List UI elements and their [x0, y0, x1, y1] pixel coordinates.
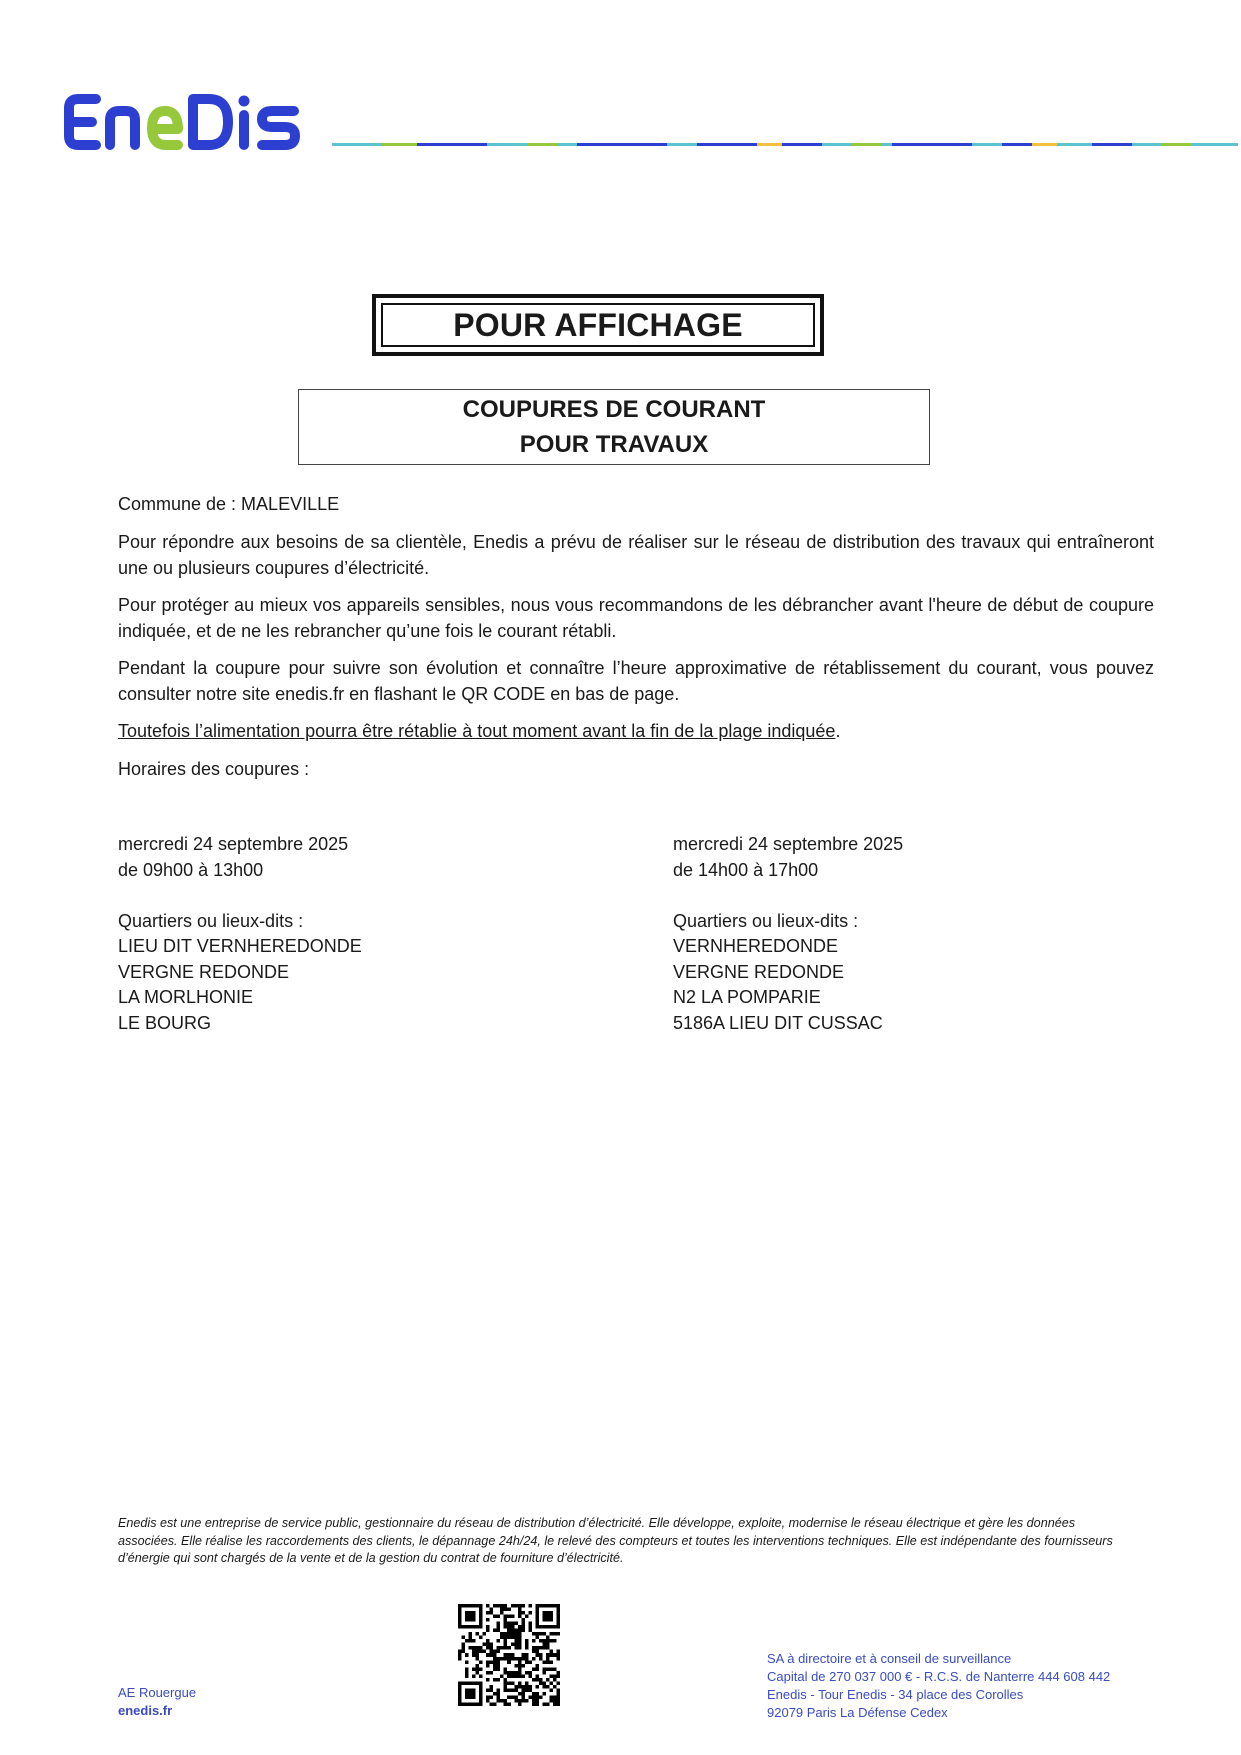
places-label: Quartiers ou lieux-dits :: [118, 910, 304, 931]
place-item: N2 LA POMPARIE: [673, 987, 821, 1007]
website-link[interactable]: enedis.fr: [118, 1703, 173, 1718]
agency-name: AE Rouergue: [118, 1685, 197, 1700]
subtitle-line-2: POUR TRAVAUX: [519, 431, 709, 458]
commune-label: Commune de : MALEVILLE: [118, 494, 340, 514]
footer-legal-text: Enedis est une entreprise de service public, gestionnaire du réseau de distribution d’électricité. Elle développe, exploite, modernise le réseau électrique et gère les données associées. Elle réalise les raccordements des clients, le dépannage 24h/24, le relevé des compteurs et toutes les interventions techniques. Elle est indépendante des fournisseurs d’énergie qui sont chargés de la vente et de la gestion du contrat de fourniture d’électricité.: [118, 1516, 1113, 1565]
company-line-1: SA à directoire et à conseil de surveillance: [767, 1651, 1012, 1666]
footer-company-info: [767, 1650, 1110, 1722]
footer-agency: [118, 1684, 196, 1720]
outage-time: de 14h00 à 17h00: [673, 859, 819, 880]
page-title: POUR AFFICHAGE: [381, 303, 815, 347]
enedis-logo-icon: [62, 92, 322, 152]
places-label: Quartiers ou lieux-dits :: [673, 910, 859, 931]
company-line-3: Enedis - Tour Enedis - 34 place des Corolles: [767, 1687, 1024, 1702]
advice-paragraph: Pour protéger au mieux vos appareils sensibles, nous vous recommandons de les débrancher avant l'heure de début de coupure indiquée, et de ne les rebrancher qu’une fois le courant rétabli.: [118, 595, 1154, 641]
place-item: LA MORLHONIE: [118, 987, 254, 1007]
warning-period: .: [835, 721, 841, 741]
header-color-stripe: [332, 142, 1238, 147]
place-item: 5186A LIEU DIT CUSSAC: [673, 1012, 883, 1033]
place-item: LE BOURG: [118, 1012, 212, 1033]
warning-paragraph: [118, 719, 840, 745]
place-item: LIEU DIT VERNHEREDONDE: [118, 936, 362, 956]
outage-time: de 09h00 à 13h00: [118, 859, 264, 880]
tracking-paragraph: Pendant la coupure pour suivre son évolution et connaître l’heure approximative de rétablissement du courant, vous pouvez consulter notre site enedis.fr en flashant le QR CODE en bas de page.: [118, 658, 1154, 704]
outage-date: mercredi 24 septembre 2025: [673, 834, 904, 854]
outage-date: mercredi 24 septembre 2025: [118, 834, 349, 854]
warning-underlined-text: Toutefois l’alimentation pourra être rétablie à tout moment avant la fin de la plage indiquée: [118, 721, 836, 741]
title-box: [372, 294, 824, 356]
place-item: VERGNE REDONDE: [118, 961, 290, 982]
qr-code-icon[interactable]: [458, 1604, 560, 1706]
enedis-logo: [62, 92, 322, 152]
subtitle-line-1: COUPURES DE COURANT: [462, 396, 766, 423]
intro-paragraph: Pour répondre aux besoins de sa clientèle, Enedis a prévu de réaliser sur le réseau de distribution des travaux qui entraîneront une ou plusieurs coupures d’électricité.: [118, 532, 1154, 578]
subtitle-box: [298, 389, 930, 465]
company-line-4: 92079 Paris La Défense Cedex: [767, 1705, 948, 1720]
place-item: VERGNE REDONDE: [673, 961, 845, 982]
outage-block-2: [673, 832, 1173, 1036]
schedule-label: Horaires des coupures :: [118, 759, 310, 779]
outage-block-1: [118, 832, 618, 1036]
company-line-2: Capital de 270 037 000 € - R.C.S. de Nanterre 444 608 442: [767, 1669, 1111, 1684]
place-item: VERNHEREDONDE: [673, 936, 839, 956]
